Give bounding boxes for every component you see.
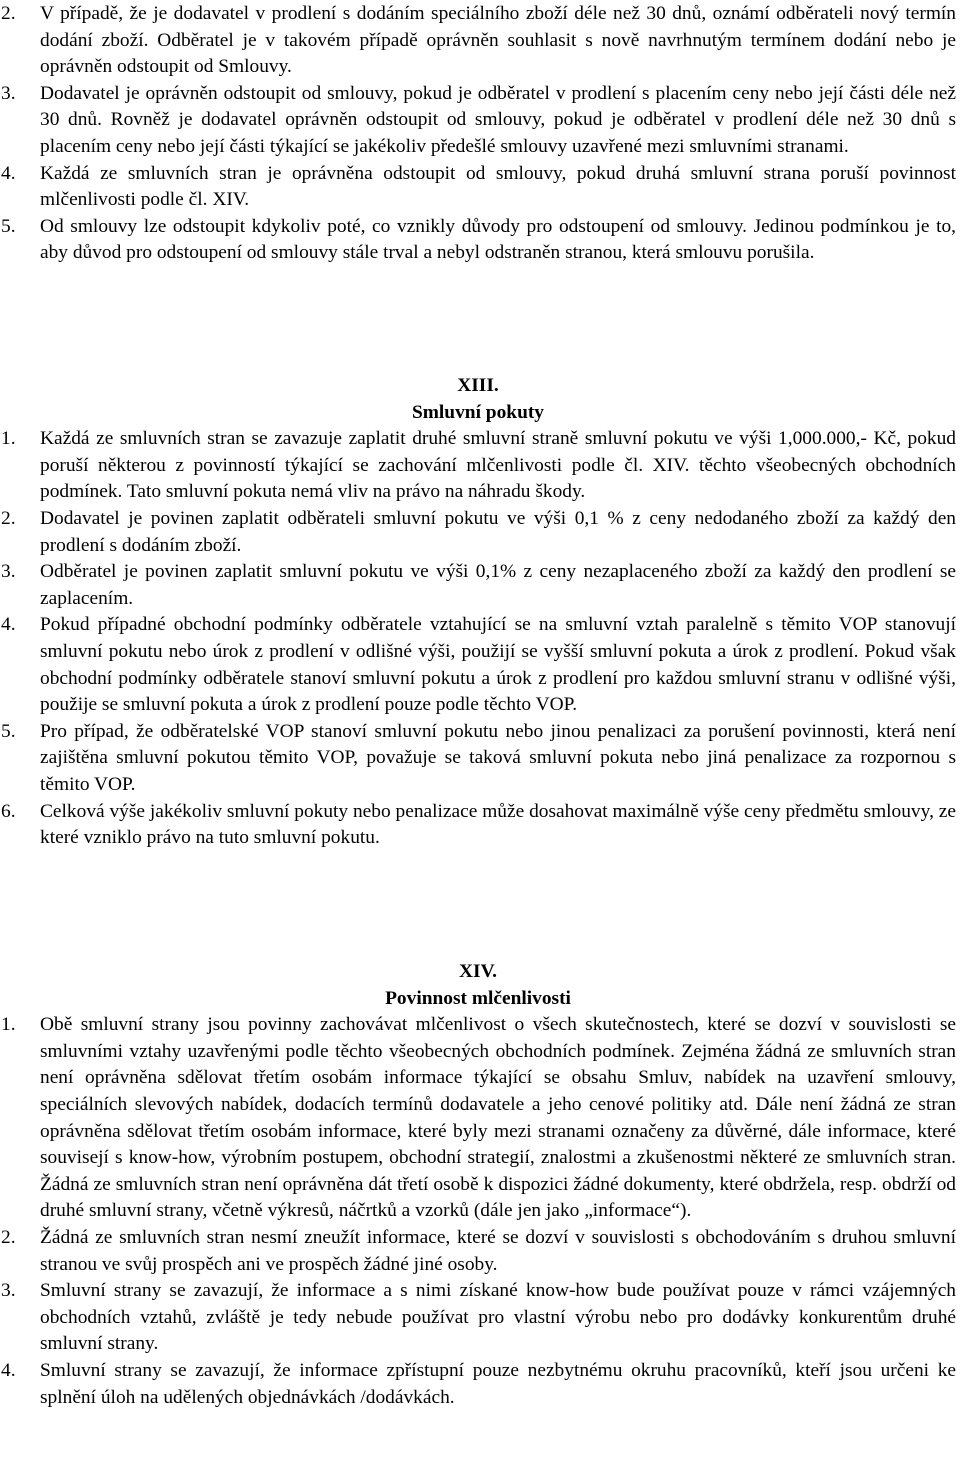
item-number: 1. bbox=[1, 1014, 16, 1036]
item-number: 4. bbox=[1, 614, 16, 636]
section-14 bbox=[0, 959, 956, 1411]
item-text: Každá ze smluvních stran se zavazuje zaplatit druhé smluvní straně smluvní pokutu ve výši 1,000.000,- Kč, pokud poruší některou z povinností týkající se zachování mlčenlivosti podle čl. XIV. těchto všeobecných obchodních podmínek. Tato smluvní pokuta nemá vliv na právo na náhradu škody. bbox=[40, 428, 956, 503]
list-item bbox=[0, 81, 956, 161]
list-item bbox=[0, 161, 956, 214]
list-item bbox=[0, 1, 956, 81]
section-13 bbox=[0, 373, 956, 852]
item-text: Žádná ze smluvních stran nesmí zneužít informace, které se dozví v souvislosti s obchodováním s druhou smluvní stranou ve svůj prospěch ani ve prospěch žádné jiné osoby. bbox=[40, 1226, 956, 1275]
list-item bbox=[0, 426, 956, 506]
list-item bbox=[0, 1278, 956, 1358]
item-text: Odběratel je povinen zaplatit smluvní pokutu ve výši 0,1% z ceny nezaplaceného zboží za každý den prodlení se zaplacením. bbox=[40, 561, 956, 609]
section-number: XIV. bbox=[459, 961, 497, 982]
item-number: 2. bbox=[1, 507, 16, 529]
item-number: 4. bbox=[1, 1359, 16, 1381]
list-item bbox=[0, 1012, 956, 1225]
item-number: 3. bbox=[1, 561, 16, 583]
item-text: Dodavatel je oprávněn odstoupit od smlouvy, pokud je odběratel v prodlení s placením ceny nebo její části déle než 30 dnů. Rovněž je dodavatel oprávněn odstoupit od smlouvy, pokud je odběratel v prodlení déle než 30 dnů s placením ceny nebo její části týkající se jakékoliv předešlé smlouvy uzavřené mezi smluvními stranami. bbox=[40, 82, 956, 157]
list-item bbox=[0, 799, 956, 852]
item-text: Pro případ, že odběratelské VOP stanoví smluvní pokutu nebo jinou penalizaci za porušení povinnosti, která není zajištěna smluvní pokutou těmito VOP, považuje se taková smluvní pokuta nebo jiná penalizace za rozpornou s těmito VOP. bbox=[40, 720, 956, 795]
item-text: Celková výše jakékoliv smluvní pokuty nebo penalizace může dosahovat maximálně výše ceny předmětu smlouvy, ze které vzniklo právo na tuto smluvní pokutu. bbox=[40, 800, 956, 849]
item-text: Obě smluvní strany jsou povinny zachovávat mlčenlivost o všech skutečnostech, které se dozví v souvislosti se smluvními vztahy uzavřenými podle těchto všeobecných obchodních podmínek. Zejména žádná ze smluvních stran není oprávněna sdělovat třetím osobám informace týkající se obsahu Smluv, nabídek na uzavření smlouvy, speciálních slevových nabídek, dodacích termínů dodavatele a jeho cenové politiky atd. Dále není žádná ze stran oprávněna sdělovat třetím osobám informace, které byly mezi stranami označeny za důvěrné, dále informace, které souvisejí s know-how, výrobním postupem, obchodní strategií, znalostmi a zkušenostmi některé ze smluvních stran. Žádná ze smluvních stran není oprávněna dát třetí osobě k dispozici žádné dokumenty, které obdržela, resp. obdrží od druhé smluvní strany, včetně výkresů, náčrtků a vzorků (dále jen jako „informace“). bbox=[40, 1014, 956, 1222]
list-item bbox=[0, 559, 956, 612]
item-text: Každá ze smluvních stran je oprávněna odstoupit od smlouvy, pokud druhá smluvní strana poruší povinnost mlčenlivosti podle čl. XIV. bbox=[40, 162, 956, 211]
item-number: 3. bbox=[1, 82, 16, 104]
item-number: 6. bbox=[1, 800, 16, 822]
item-number: 2. bbox=[1, 1226, 16, 1248]
list-item bbox=[0, 1358, 956, 1411]
list-item bbox=[0, 612, 956, 718]
item-text: Smluvní strany se zavazují, že informace a s nimi získané know-how bude používat pouze v rámci vzájemných obchodních vztahů, zvláště je tedy nebude používat pro vlastní výrobu nebo pro dodávky konkurentům druhé smluvní strany. bbox=[40, 1280, 956, 1355]
item-text: Pokud případné obchodní podmínky odběratele vztahující se na smluvní vztah paralelně s těmito VOP stanovují smluvní pokutu nebo úrok z prodlení v odlišné výši, použijí se vyšší smluvní pokuta a úrok z prodlení. Pokud však obchodní podmínky odběratele stanoví smluvní pokutu a úrok z prodlení pro každou smluvní stranu v odlišné výši, použije se smluvní pokuta a úrok z prodlení pouze podle těchto VOP. bbox=[40, 614, 956, 716]
item-number: 3. bbox=[1, 1280, 16, 1302]
list-item bbox=[0, 1225, 956, 1278]
item-text: Dodavatel je povinen zaplatit odběrateli smluvní pokutu ve výši 0,1 % z ceny nedodaného zboží za každý den prodlení s dodáním zboží. bbox=[40, 507, 956, 556]
section-title: Smluvní pokuty bbox=[411, 401, 545, 423]
item-number: 5. bbox=[1, 720, 16, 742]
item-number: 5. bbox=[1, 215, 16, 237]
list-item bbox=[0, 214, 956, 267]
item-number: 1. bbox=[1, 428, 16, 450]
section-title: Povinnost mlčenlivosti bbox=[385, 987, 571, 1009]
section-number: XIII. bbox=[457, 375, 499, 396]
list-item bbox=[0, 719, 956, 799]
item-text: Od smlouvy lze odstoupit kdykoliv poté, co vznikly důvody pro odstoupení od smlouvy. Jedinou podmínkou je to, aby důvod pro odstoupení od smlouvy stále trval a nebyl odstraněn stranou, která smlouvu porušila. bbox=[40, 215, 956, 264]
item-text: Smluvní strany se zavazují, že informace zpřístupní pouze nezbytnému okruhu pracovníků, kteří jsou určeni ke splnění úloh na udělených objednávkách /dodávkách. bbox=[40, 1359, 956, 1408]
section-12-continued bbox=[0, 1, 956, 267]
item-text: V případě, že je dodavatel v prodlení s dodáním speciálního zboží déle než 30 dnů, oznámí odběrateli nový termín dodání zboží. Odběratel je v takovém případě oprávněn souhlasit s nově navrhnutým termínem dodání nebo je oprávněn odstoupit od Smlouvy. bbox=[40, 3, 956, 78]
item-number: 4. bbox=[1, 162, 16, 184]
item-number: 2. bbox=[1, 3, 16, 24]
list-item bbox=[0, 506, 956, 559]
